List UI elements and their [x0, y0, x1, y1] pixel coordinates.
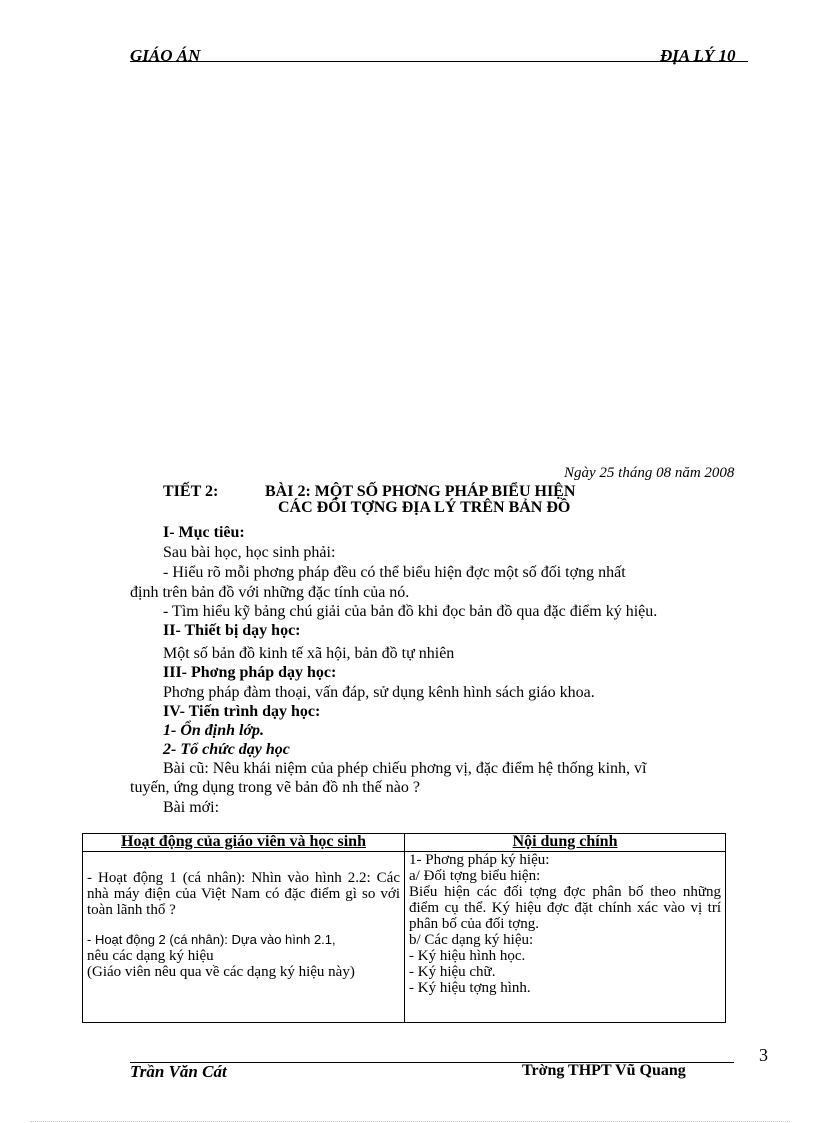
content-heading: 1- Phơng pháp ký hiệu: [409, 852, 550, 868]
lesson-date: Ngày 25 tháng 08 năm 2008 [564, 465, 735, 481]
activity-1: - Hoạt động 1 (cá nhân): Nhìn vào hình 2.2: Các nhà máy điện của Việt Nam có đặc điểm gì so với toàn lãnh thổ ? [87, 870, 400, 918]
content-a-heading: a/ Đối tợng biểu hiện: [409, 868, 541, 884]
table-row [83, 852, 726, 1023]
header-right: ĐỊA LÝ 10 [660, 46, 736, 65]
objectives-intro: Sau bài học, học sinh phải: [163, 544, 336, 561]
content-a-text: Biểu hiện các đối tợng đợc phân bố theo những điểm cụ thể. Ký hiệu đợc đặt chính xác vào vị trí phân bố của đối tợng. [409, 884, 721, 932]
activity-2-task: nêu các dạng ký hiệu [87, 948, 214, 964]
content-b-heading: b/ Các dạng ký hiệu: [409, 932, 534, 948]
table-col2-header: Nội dung chính [405, 834, 726, 852]
table-col1-header: Hoạt động của giáo viên và học sinh [83, 834, 405, 852]
content-b-item-3: - Ký hiệu tợng hình. [409, 980, 531, 996]
lesson-title-line1: BÀI 2: MỘT SỐ PHƠNG PHÁP BIỂU HIỆN [265, 483, 576, 500]
activity-2: - Hoạt động 2 (cá nhân): Dựa vào hình 2.1, [87, 932, 336, 947]
new-lesson-label: Bài mới: [163, 799, 220, 816]
header-left: GIÁO ÁN [130, 46, 201, 65]
page-bottom-edge [30, 1121, 790, 1122]
section-equipment-heading: II- Thiết bị dạy học: [163, 622, 301, 639]
footer-school: Trờng THPT Vũ Quang [522, 1062, 686, 1079]
equipment-text: Một số bản đồ kinh tế xã hội, bản đồ tự nhiên [163, 645, 455, 662]
section-process-heading: IV- Tiến trình dạy học: [163, 703, 321, 720]
section-objectives-heading: I- Mục tiêu: [163, 524, 245, 541]
process-step-1: 1- Ổn định lớp. [163, 722, 265, 739]
header-rule [130, 61, 748, 62]
activity-2-note: (Giáo viên nêu qua về các dạng ký hiệu này) [87, 964, 355, 980]
old-lesson-line2: tuyến, ứng dụng trong vẽ bản đồ nh thế nào ? [130, 779, 420, 796]
footer-author: Trần Văn Cát [130, 1062, 227, 1081]
section-methods-heading: III- Phơng pháp dạy học: [163, 664, 337, 681]
process-step-2: 2- Tổ chức dạy học [163, 741, 290, 758]
objective-2: - Tìm hiểu kỹ bảng chú giải của bản đồ khi đọc bản đồ qua đặc điểm ký hiệu. [163, 603, 658, 620]
activity-table [82, 833, 726, 1023]
content-b-item-1: - Ký hiệu hình học. [409, 948, 526, 964]
lesson-number: TIẾT 2: [163, 483, 219, 500]
teacher-student-activities [83, 852, 405, 1023]
methods-text: Phơng pháp đàm thoại, vấn đáp, sử dụng kênh hình sách giáo khoa. [163, 684, 595, 701]
page-number: 3 [759, 1045, 768, 1065]
objective-1-line1: - Hiểu rõ mỗi phơng pháp đều có thể biểu hiện đợc một số đối tợng nhất [163, 564, 626, 581]
old-lesson-line1: Bài cũ: Nêu khái niệm của phép chiếu phơng vị, đặc điểm hệ thống kinh, vĩ [163, 760, 647, 777]
lesson-title-line2: CÁC ĐỐI TỢNG ĐỊA LÝ TRÊN BẢN ĐỒ [278, 499, 571, 516]
objective-1-line2: định trên bản đồ với những đặc tính của nó. [130, 584, 410, 601]
table-header-row [83, 834, 726, 852]
content-b-item-2: - Ký hiệu chữ. [409, 964, 496, 980]
main-content [405, 852, 726, 1023]
